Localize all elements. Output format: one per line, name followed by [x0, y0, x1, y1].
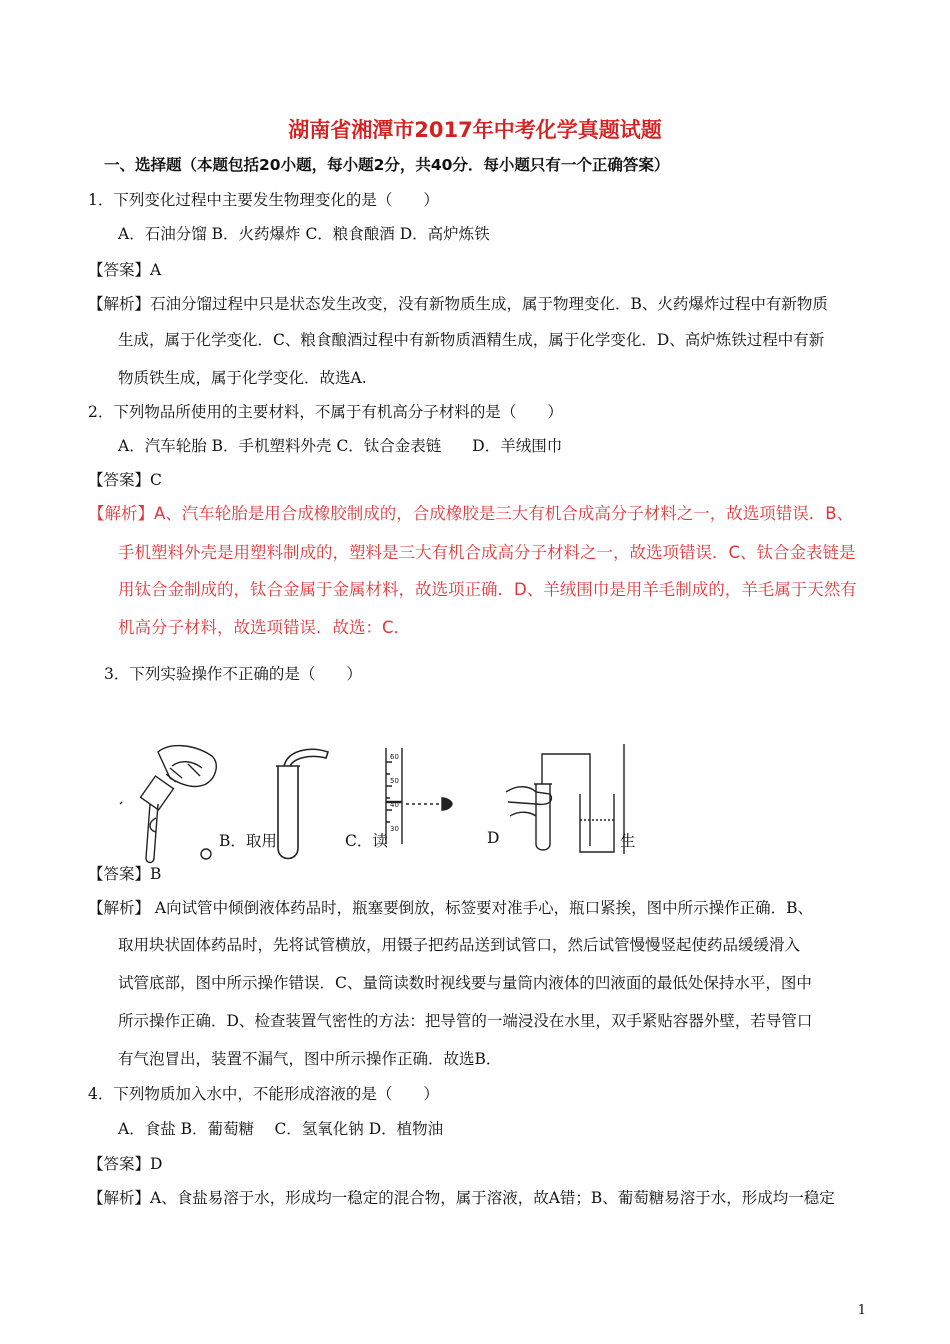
question-1-answer: 【答案】A — [88, 261, 162, 279]
figure-d-label: D — [487, 829, 500, 847]
question-2-analysis-line: 机高分子材料，故选项错误．故选：C． — [118, 618, 411, 637]
question-3-analysis-line: 有气泡冒出，装置不漏气，图中所示操作正确．故选B． — [118, 1050, 502, 1068]
cylinder-tick: 60 — [390, 753, 399, 761]
question-3-answer: 【答案】B — [88, 865, 162, 883]
figure-c-graduated-cylinder — [378, 748, 458, 848]
figure-a-pouring-liquid — [110, 738, 230, 868]
cylinder-tick: 50 — [390, 777, 399, 785]
question-4-analysis-line: 【解析】A、食盐易溶于水，形成均一稳定的混合物，属于溶液，故A错；B、葡萄糖易溶于水，形成均一稳定 — [88, 1189, 835, 1207]
question-2-analysis-line: 用钛合金制成的，钛合金属于金属材料，故选项正确．D、羊绒围巾是用羊毛制成的，羊毛属于天然有 — [118, 580, 857, 599]
question-4-stem: 4．下列物质加入水中，不能形成溶液的是（ ） — [88, 1085, 439, 1103]
question-1-options: A．石油分馏 B．火药爆炸 C．粮食酿酒 D．高炉炼铁 — [118, 225, 490, 243]
question-3-analysis-line: 【解析】 A向试管中倾倒液体药品时，瓶塞要倒放，标签要对准手心，瓶口紧挨，图中所示操作正确．B、 — [88, 899, 814, 917]
question-3-analysis-line: 所示操作正确．D、检查装置气密性的方法：把导管的一端浸没在水里，双手紧贴容器外壁，若导管口 — [118, 1012, 813, 1030]
question-1-stem: 1．下列变化过程中主要发生物理变化的是（ ） — [88, 191, 439, 209]
question-1-analysis-line: 生成，属于化学变化．C、粮食酿酒过程中有新物质酒精生成，属于化学变化．D、高炉炼铁过程中有新 — [118, 331, 825, 349]
cylinder-tick: 40 — [390, 801, 399, 809]
figure-d-label-suffix: 生 — [620, 832, 636, 850]
question-2-analysis-line: 【解析】A、汽车轮胎是用合成橡胶制成的，合成橡胶是三大有机合成高分子材料之一，故选项错误．B、 — [88, 504, 854, 523]
figure-d-airtightness-check — [498, 744, 624, 854]
question-2-options: A．汽车轮胎 B．手机塑料外壳 C．钛合金表链 D．羊绒围巾 — [118, 437, 563, 455]
page-number: 1 — [857, 1303, 866, 1318]
figure-b-test-tube — [270, 744, 340, 864]
figure-b-label: B．取用 — [219, 832, 277, 850]
question-1-analysis-line: 【解析】石油分馏过程中只是状态发生改变，没有新物质生成，属于物理变化．B、火药爆炸过程中有新物质 — [88, 295, 828, 313]
question-2-answer: 【答案】C — [88, 471, 162, 489]
question-4-answer: 【答案】D — [88, 1155, 163, 1173]
question-3-stem: 3．下列实验操作不正确的是（ ） — [104, 665, 362, 683]
question-4-options: A．食盐 B．葡萄糖 C．氢氧化钠 D．植物油 — [118, 1120, 444, 1138]
figure-c-label: C．读 — [345, 832, 388, 850]
question-2-stem: 2．下列物品所使用的主要材料，不属于有机高分子材料的是（ ） — [88, 403, 563, 421]
page-title: 湖南省湘潭市2017年中考化学真题试题 — [288, 118, 662, 142]
question-2-analysis-line: 手机塑料外壳是用塑料制成的，塑料是三大有机合成高分子材料之一，故选项错误．C、钛合金表链是 — [118, 543, 856, 562]
question-3-analysis-line: 取用块状固体药品时，先将试管横放，用镊子把药品送到试管口，然后试管慢慢竖起使药品缓缓滑入 — [118, 936, 801, 954]
question-3-analysis-line: 试管底部，图中所示操作错误．C、量筒读数时视线要与量筒内液体的凹液面的最低处保持水平，图中 — [118, 974, 812, 992]
question-1-analysis-line: 物质铁生成，属于化学变化．故选A. — [118, 369, 367, 387]
cylinder-tick: 30 — [390, 825, 399, 833]
section-heading: 一、选择题（本题包括20小题，每小题2分，共40分．每小题只有一个正确答案） — [104, 156, 670, 174]
